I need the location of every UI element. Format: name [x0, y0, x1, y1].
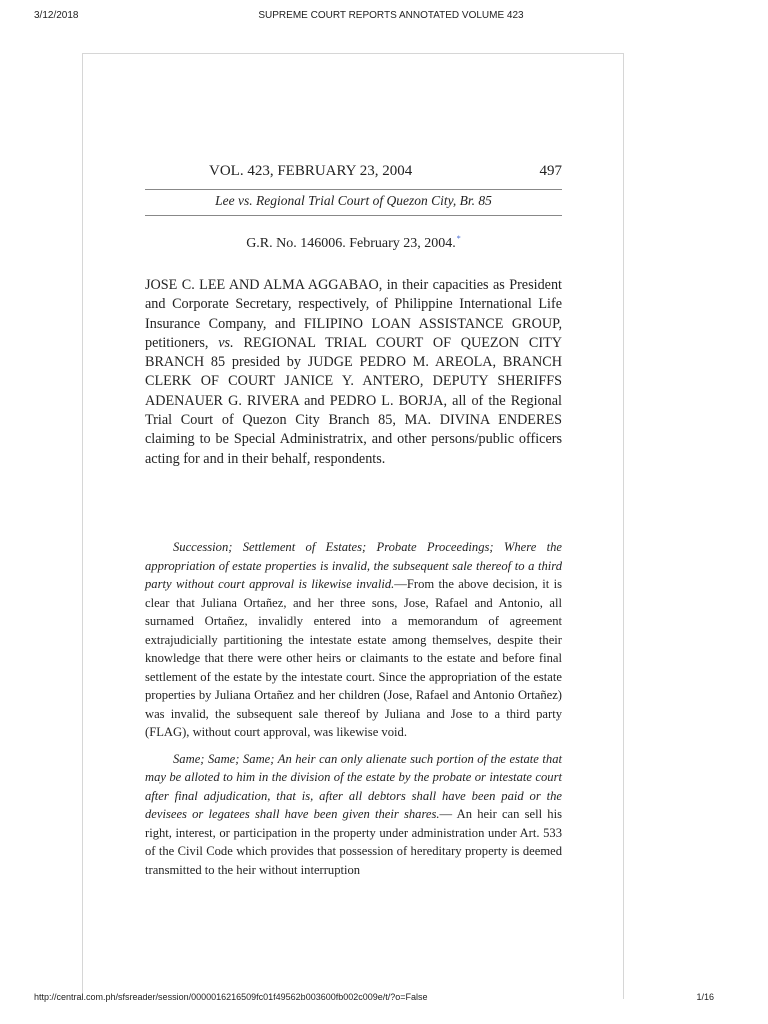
print-footer — [34, 992, 748, 1006]
versus-text: vs. — [218, 334, 234, 351]
print-header — [34, 10, 748, 24]
running-head — [145, 163, 562, 190]
gr-number: G.R. No. 146006. February 23, 2004. — [246, 236, 456, 251]
footnote-link[interactable]: * — [456, 234, 461, 243]
syllabus-text: — An heir can sell his right, interest, or participation in the property under administration under Art. 533 of the Civil Code which provides that possession of hereditary property is deemed transmitted to the heir without interruption — [145, 807, 562, 877]
parties-paragraph — [145, 276, 562, 469]
gr-number-line — [145, 234, 562, 252]
case-title: Lee vs. Regional Trial Court of Quezon City, Br. 85 — [145, 191, 562, 216]
document-page — [82, 53, 624, 999]
print-url: http://central.com.ph/sfsreader/session/0000016216509fc01f49562b003600fb002c009e/t/?o=False — [34, 992, 428, 1002]
print-page-count: 1/16 — [696, 992, 714, 1002]
respondents-text: REGIONAL TRIAL COURT OF QUEZON CITY BRANCH 85 presided by JUDGE PEDRO M. AREOLA, BRANCH CLERK OF COURT JANICE Y. ANTERO, DEPUTY SHERIFFS ADENAUER G. RIVERA and PEDRO L. BORJA, all of the Regional Trial Court of Quezon City Branch 85, MA. DIVINA ENDERES claiming to be Special Administratrix, and other persons/public officers acting for and in their behalf, respondents. — [145, 334, 562, 467]
syllabus-paragraph — [145, 538, 562, 742]
syllabus-keywords: Same; Same; Same; An heir can only alienate such portion of the estate that may be alloted to him in the division of the estate by the probate or intestate court after final adjudication, that is, after all debtors shall have been paid or the devisees or legatees shall have been given their shares. — [145, 751, 562, 821]
syllabus-keywords: Succession; Settlement of Estates; Probate Proceedings; Where the appropriation of estate properties is invalid, the subsequent sale thereof to a third party without court approval is likewise invalid. — [145, 540, 562, 591]
print-date: 3/12/2018 — [34, 10, 79, 21]
syllabus-text: —From the above decision, it is clear that Juliana Ortañez, and her three sons, Jose, Rafael and Antonio, all surnamed Ortañez, invalidly entered into a memorandum of agreement extrajudicially partitioning the intestate estate among themselves, despite their knowledge that there were other heirs or claimants to the estate and before final settlement of the estate by the intestate court. Since the appropriation of the estate properties by Juliana Ortañez and her children (Jose, Rafael and Antonio Ortañez) was invalid, the subsequent sale thereof by Juliana and Jose to a third party (FLAG), without court approval, was likewise void. — [145, 577, 562, 739]
syllabus-paragraph — [145, 750, 562, 880]
petitioners-text: JOSE C. LEE AND ALMA AGGABAO, in their capacities as President and Corporate Secretary, respectively, of Philippine International Life Insurance Company, and FILIPINO LOAN ASSISTANCE GROUP, petitioners, — [145, 277, 562, 351]
page-number: 497 — [539, 163, 562, 179]
print-title: SUPREME COURT REPORTS ANNOTATED VOLUME 423 — [258, 10, 524, 21]
volume-date: VOL. 423, FEBRUARY 23, 2004 — [209, 163, 413, 179]
syllabus — [145, 538, 562, 887]
